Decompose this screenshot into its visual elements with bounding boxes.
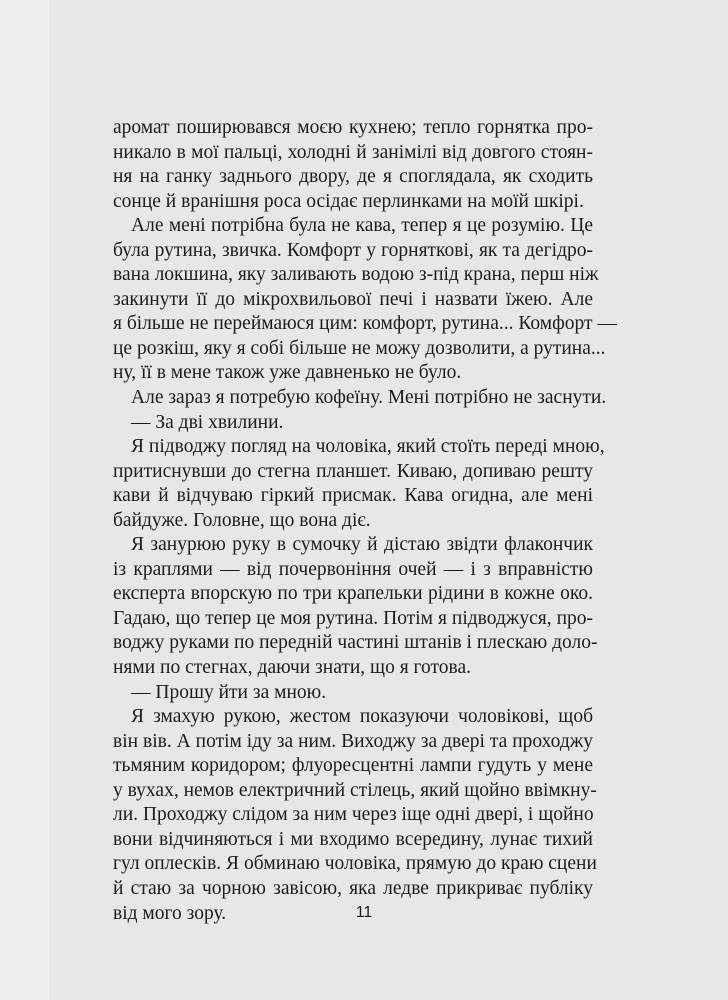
text-line: від мого зору. bbox=[113, 902, 227, 924]
text-line: Гадаю, що тепер це моя рутина. Потім я підводжуся, про- bbox=[113, 607, 593, 629]
text-line: нями по стегнах, даючи знати, що я готова. bbox=[113, 657, 472, 679]
text-line: ли. Проходжу слідом за ним через іще одні двері, і щойно bbox=[113, 804, 594, 826]
text-line: Але мені потрібна була не кава, тепер я це розумію. Це bbox=[131, 215, 593, 237]
text-line: кави й відчуваю гіркий присмак. Кава огидна, але мені bbox=[113, 485, 593, 507]
text-line: й стаю за чорною завісою, яка ледве прикриває публіку bbox=[113, 877, 593, 899]
text-line: Але зараз я потребую кофеїну. Мені потрібно не заснути. bbox=[131, 387, 607, 409]
text-line: він вів. А потім іду за ним. Виходжу за двері та проходжу bbox=[113, 730, 593, 752]
text-line: гул оплесків. Я обминаю чоловіка, прямую до краю сцени bbox=[113, 853, 597, 875]
text-line: у вухах, немов електричний стілець, який щойно ввімкну- bbox=[113, 779, 597, 801]
text-line: тьмяним коридором; флуоресцентні лампи гудуть у мене bbox=[113, 755, 593, 777]
text-line: воджу руками по передній частині штанів і плескаю доло- bbox=[113, 632, 598, 654]
text-line: була рутина, звичка. Комфорт у горняткові, як та дегідро- bbox=[113, 239, 593, 261]
text-line: аромат поширювався моєю кухнею; тепло горнятка про- bbox=[113, 117, 593, 138]
text-line: Я підводжу погляд на чоловіка, який стоїть переді мною, bbox=[131, 436, 605, 458]
text-line: вана локшина, яку заливають водою з-під крана, перш ніж bbox=[113, 264, 599, 286]
text-line: це розкіш, яку я собі більше не можу дозволити, а рутина... bbox=[113, 337, 606, 359]
text-line: я більше не переймаюся цим: комфорт, рутина... Комфорт — bbox=[113, 313, 617, 335]
text-line: — Прошу йти за мною. bbox=[131, 681, 327, 703]
text-line: — За дві хвилини. bbox=[131, 411, 284, 433]
text-line: байдуже. Головне, що вона діє. bbox=[113, 509, 371, 531]
text-line: ня на ганку заднього двору, де я споглядала, як сходить bbox=[113, 166, 593, 188]
text-line: сонце й вранішня роса осідає перлинками на моїй шкірі. bbox=[113, 190, 584, 212]
text-line: Я змахую рукою, жестом показуючи чоловікові, щоб bbox=[131, 706, 593, 728]
text-line: із краплями — від почервоніння очей — і з вправністю bbox=[113, 558, 593, 580]
text-line: притиснувши до стегна планшет. Киваю, допиваю решту bbox=[113, 460, 593, 482]
text-line: закинути її до мікрохвильової печі і назвати їжею. Але bbox=[113, 288, 593, 310]
page-number: 11 bbox=[355, 904, 373, 921]
text-line: никало в мої пальці, холодні й занімілі від довгого стоян- bbox=[113, 141, 593, 163]
text-line: ну, її в мене також уже давненько не було. bbox=[113, 362, 462, 384]
body-text bbox=[113, 116, 617, 926]
text-line: Я занурюю руку в сумочку й дістаю звідти флакончик bbox=[131, 534, 593, 556]
text-line: вони відчиняються і ми входимо всередину, лунає тихий bbox=[113, 828, 593, 850]
text-line: експерта впорскую по три крапельки рідини в кожне око. bbox=[113, 583, 593, 605]
